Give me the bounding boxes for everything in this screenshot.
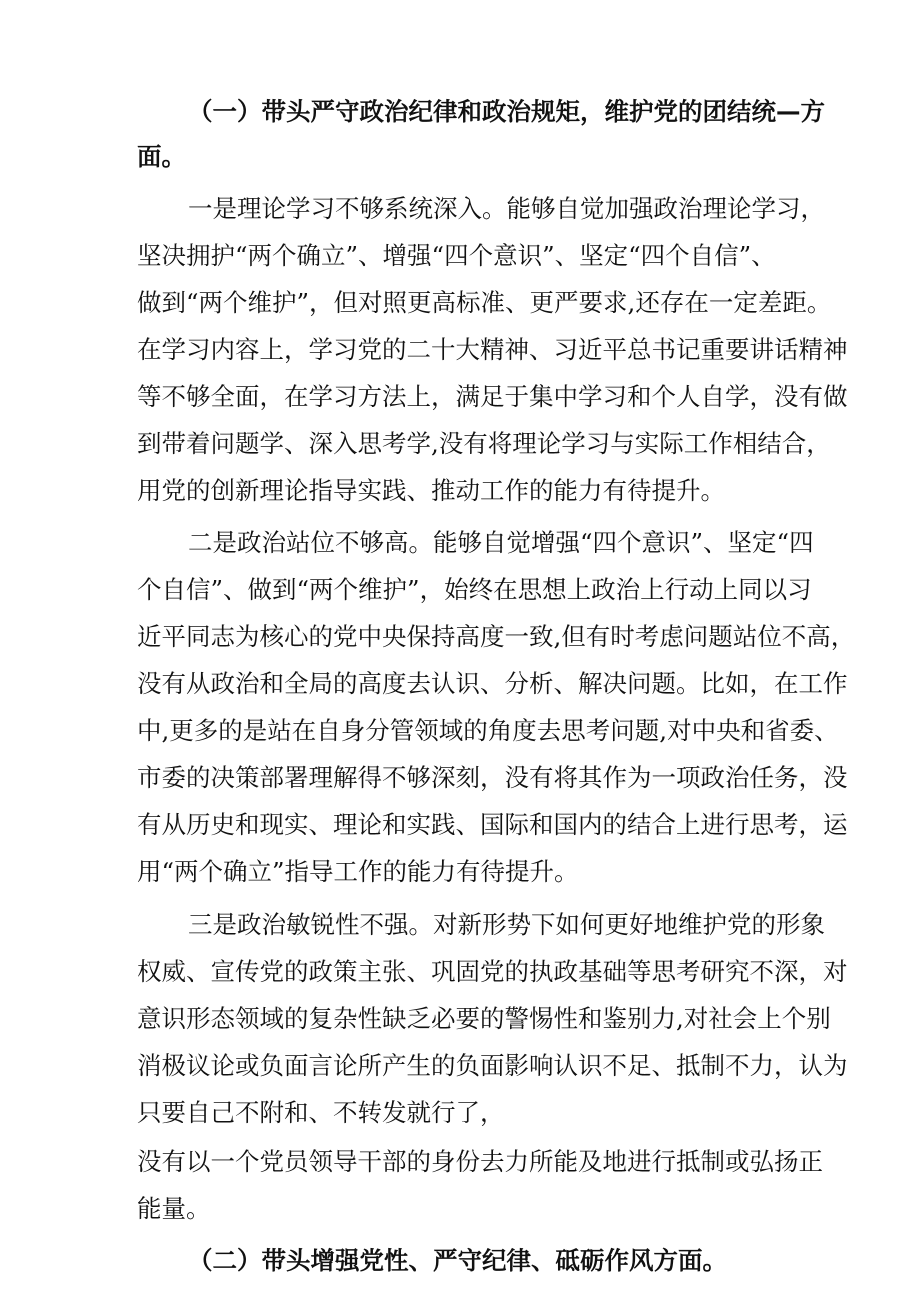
paragraph-1-line: 到带着问题学、深入思考学,没有将理论学习与实际工作相结合， xyxy=(137,429,831,458)
paragraph-1-line: 在学习内容上，学习党的二十大精神、习近平总书记重要讲话精神 xyxy=(137,335,848,364)
paragraph-2-line: 中,更多的是站在自身分管领域的角度去思考问题,对中央和省委、 xyxy=(137,716,839,745)
paragraph-3-line: 权威、宣传党的政策主张、巩固党的执政基础等思考研究不深，对 xyxy=(137,957,848,986)
paragraph-2-line: 二是政治站位不够高。能够自觉增强“四个意识”、坚定“四 xyxy=(188,528,814,557)
paragraph-3-line: 只要自己不附和、不转发就行了， xyxy=(137,1098,505,1127)
paragraph-2-line: 没有从政治和全局的高度去认识、分析、解决问题。比如，在工作 xyxy=(137,669,848,698)
paragraph-2-line: 有从历史和现实、理论和实践、国际和国内的结合上进行思考，运 xyxy=(137,810,848,839)
paragraph-3-line: 没有以一个党员领导干部的身份去力所能及地进行抵制或弘扬正 xyxy=(137,1147,823,1176)
section-heading-1-cont: 面。 xyxy=(137,142,186,171)
paragraph-1-line: 一是理论学习不够系统深入。能够自觉加强政治理论学习， xyxy=(188,194,825,223)
paragraph-3-line: 能量。 xyxy=(137,1194,211,1223)
paragraph-1-line: 坚决拥护“两个确立”、增强“四个意识”、坚定“四个自信”、 xyxy=(137,241,776,270)
section-heading-1: （一）带头严守政治纪律和政治规矩，维护党的团结统—方 xyxy=(188,97,825,126)
section-heading-2: （二）带头增强党性、严守纪律、砥砺作风方面。 xyxy=(188,1246,727,1275)
paragraph-2-line: 市委的决策部署理解得不够深刻，没有将其作为一项政治任务，没 xyxy=(137,763,848,792)
paragraph-3-line: 三是政治敏锐性不强。对新形势下如何更好地维护党的形象 xyxy=(188,910,825,939)
paragraph-2-line: 近平同志为核心的党中央保持高度一致,但有时考虑问题站位不高， xyxy=(137,622,856,651)
paragraph-3-line: 消极议论或负面言论所产生的负面影响认识不足、抵制不力，认为 xyxy=(137,1051,848,1080)
paragraph-1-line: 做到“两个维护”，但对照更高标准、更严要求,还存在一定差距。 xyxy=(137,288,832,317)
paragraph-2-line: 个自信”、做到“两个维护”，始终在思想上政治上行动上同以习 xyxy=(137,575,812,604)
paragraph-2-line: 用“两个确立”指导工作的能力有待提升。 xyxy=(137,857,579,886)
paragraph-1-line: 用党的创新理论指导实践、推动工作的能力有待提升。 xyxy=(137,476,725,505)
paragraph-1-line: 等不够全面，在学习方法上，满足于集中学习和个人自学，没有做 xyxy=(137,382,848,411)
paragraph-3-line: 意识形态领域的复杂性缺乏必要的警惕性和鉴别力,对社会上个别 xyxy=(137,1004,831,1033)
